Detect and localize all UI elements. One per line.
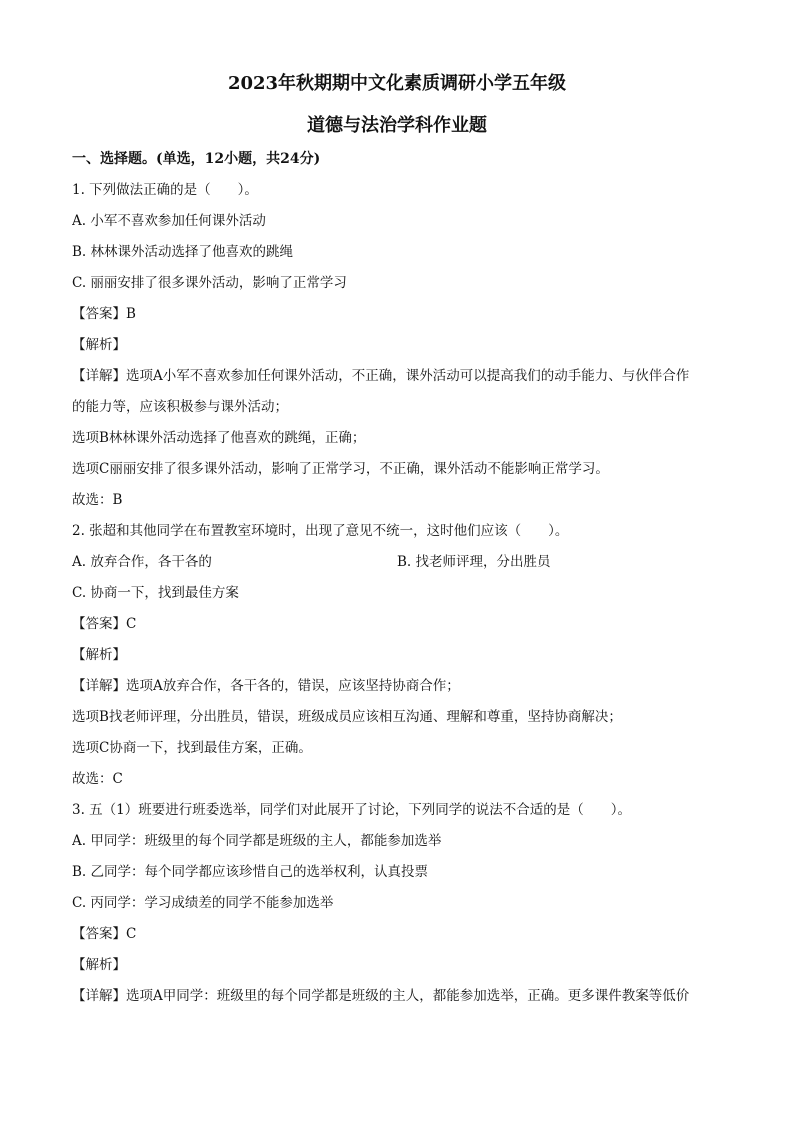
q1-stem: 1. 下列做法正确的是（ ）。 bbox=[72, 182, 258, 198]
q2-conclusion: 故选：C bbox=[72, 771, 123, 787]
q2-answer: 【答案】C bbox=[72, 616, 137, 632]
q1-option-c: C. 丽丽安排了很多课外活动，影响了正常学习 bbox=[72, 275, 347, 291]
q1-detail-line-2: 的能力等，应该积极参与课外活动； bbox=[72, 399, 288, 415]
q2-detail-line-3: 选项C协商一下，找到最佳方案，正确。 bbox=[72, 740, 312, 756]
q1-detail-line-4: 选项C丽丽安排了很多课外活动，影响了正常学习，不正确，课外活动不能影响正常学习。 bbox=[72, 461, 609, 477]
q1-option-a: A. 小军不喜欢参加任何课外活动 bbox=[72, 213, 266, 229]
q2-option-a: A. 放弃合作，各干各的 bbox=[72, 554, 212, 570]
q2-options-row bbox=[72, 552, 722, 583]
q3-option-b: B. 乙同学：每个同学都应该珍惜自己的选举权利，认真投票 bbox=[72, 864, 429, 880]
q2-option-c: C. 协商一下，找到最佳方案 bbox=[72, 585, 239, 601]
q1-conclusion: 故选：B bbox=[72, 492, 123, 508]
question-list bbox=[72, 180, 722, 1017]
q2-analysis-label: 【解析】 bbox=[72, 647, 126, 663]
q1-analysis-label: 【解析】 bbox=[72, 337, 126, 353]
document-subtitle: 道德与法治学科作业题 bbox=[307, 115, 487, 136]
q1-option-b: B. 林林课外活动选择了他喜欢的跳绳 bbox=[72, 244, 294, 260]
q3-option-c: C. 丙同学：学习成绩差的同学不能参加选举 bbox=[72, 895, 334, 911]
document-title: 2023年秋期期中文化素质调研小学五年级 bbox=[227, 73, 567, 94]
q1-answer: 【答案】B bbox=[72, 306, 136, 322]
q1-detail-line-1: 【详解】选项A小军不喜欢参加任何课外活动，不正确，课外活动可以提高我们的动手能力、与伙伴合作 bbox=[72, 368, 690, 384]
q2-detail-line-1: 【详解】选项A放弃合作，各干各的，错误，应该坚持协商合作； bbox=[72, 678, 460, 694]
q2-option-b: B. 找老师评理，分出胜员 bbox=[397, 554, 551, 570]
q3-stem: 3. 五（1）班要进行班委选举，同学们对此展开了讨论，下列同学的说法不合适的是（ ）。 bbox=[72, 802, 632, 818]
q1-detail-line-3: 选项B林林课外活动选择了他喜欢的跳绳，正确； bbox=[72, 430, 366, 446]
q3-option-a: A. 甲同学：班级里的每个同学都是班级的主人，都能参加选举 bbox=[72, 833, 442, 849]
q3-detail-line-1: 【详解】选项A甲同学：班级里的每个同学都是班级的主人，都能参加选举，正确。更多课件教案等低价 bbox=[72, 988, 690, 1004]
section-header: 一、选择题。(单选，12小题，共24分) bbox=[72, 151, 321, 167]
q3-analysis-label: 【解析】 bbox=[72, 957, 126, 973]
q3-answer: 【答案】C bbox=[72, 926, 137, 942]
q2-detail-line-2: 选项B找老师评理，分出胜员，错误，班级成员应该相互沟通、理解和尊重，坚持协商解决； bbox=[72, 709, 622, 725]
q2-stem: 2. 张超和其他同学在布置教室环境时，出现了意见不统一，这时他们应该（ ）。 bbox=[72, 523, 569, 539]
